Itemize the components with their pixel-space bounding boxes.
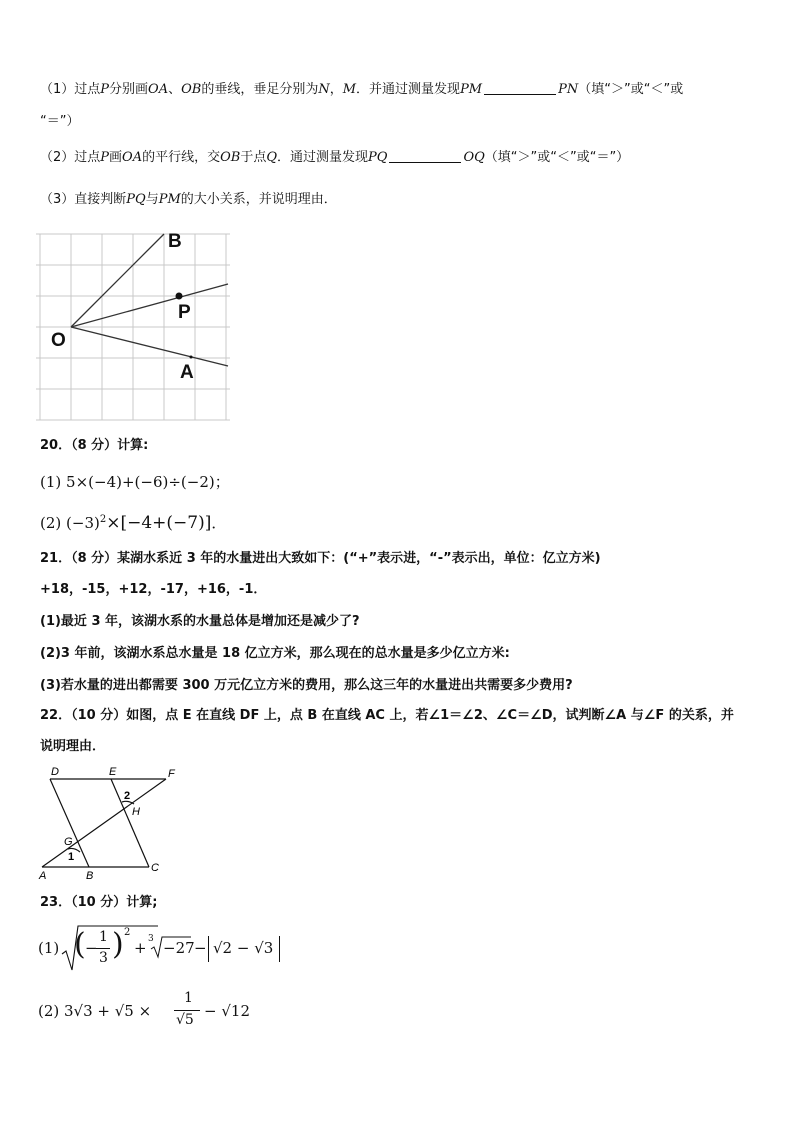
label-D: D: [51, 766, 59, 778]
var-OB: OB: [220, 150, 241, 165]
expression: − √12: [204, 1002, 250, 1020]
q19-part3: [40, 190, 337, 210]
text: “＝”）: [40, 114, 80, 129]
label-A: A: [39, 870, 47, 882]
grid-lines: [36, 234, 230, 420]
label-angle-2: 2: [124, 790, 131, 802]
text: 于点: [240, 150, 267, 165]
part-label: (2): [38, 1002, 60, 1020]
label-A: A: [180, 362, 194, 383]
text: ．并通过测量发现: [356, 82, 461, 97]
paren-close: ): [112, 927, 124, 962]
q20-title: 20．（8 分）计算:: [40, 438, 149, 453]
fraction-denominator: 3: [99, 950, 108, 966]
text: ．: [211, 514, 227, 532]
text: ，: [329, 82, 343, 97]
plus-sign: +: [134, 939, 147, 957]
expression: 3√3 + √5 ×: [64, 1002, 152, 1020]
label-B: B: [86, 870, 94, 882]
text: （2）过点: [40, 150, 101, 165]
exponent: 2: [99, 514, 107, 525]
var-PQ: PQ: [368, 150, 388, 165]
text: （3）直接判断: [40, 192, 127, 207]
paren-open: (: [74, 927, 86, 962]
point-P: [176, 293, 183, 300]
q23-expr2: [38, 990, 258, 1036]
text: 的平行线，交: [142, 150, 221, 165]
cube-root-index: 3: [148, 934, 154, 944]
q21-sub1: (1)最近 3 年，该湖水系的水量总体是增加还是减少了?: [40, 614, 360, 629]
part-label: (2): [40, 514, 62, 532]
expression: (−3): [66, 514, 100, 532]
part-label: (1): [40, 473, 62, 491]
var-OQ: OQ: [463, 150, 485, 165]
fraction-numerator: 1: [99, 929, 108, 945]
label-F: F: [168, 768, 175, 780]
point-A-dot: [190, 356, 193, 359]
q21-sub3: (3)若水量的进出都需要 300 万元亿立方米的费用，那么这三年的水量进出共需要多少费用?: [40, 678, 573, 693]
label-E: E: [109, 766, 117, 778]
text: （填“＞”或“＜”或“＝”）: [484, 150, 630, 165]
var-OB: OB: [181, 82, 202, 97]
var-M: M: [342, 82, 357, 97]
q23-title: 23．（10 分）计算;: [40, 895, 158, 910]
var-Q: Q: [266, 150, 278, 165]
text: 的大小关系，并说明理由．: [180, 192, 337, 207]
q19-part2: [40, 148, 629, 168]
text: 的垂线，垂足分别为: [201, 82, 319, 97]
text: 画: [109, 150, 123, 165]
var-PQ: PQ: [126, 192, 146, 207]
minus-sign: −: [85, 939, 98, 957]
q19-part1-line2: [40, 112, 79, 132]
text: （填“＞”或“＜”或: [578, 82, 684, 97]
label-G: G: [64, 836, 73, 848]
var-PM: PM: [158, 192, 181, 207]
fraction-numerator: 1: [184, 990, 193, 1006]
minus-sign: −: [194, 939, 207, 957]
part-label: (1): [38, 939, 60, 957]
label-P: P: [178, 302, 191, 323]
var-OA: OA: [148, 82, 169, 97]
q22-parallelogram-figure: [36, 764, 186, 882]
fraction-bar: [174, 1010, 200, 1011]
q22-line2: 说明理由．: [40, 739, 106, 754]
q21-sub2: (2)3 年前，该湖水系总水量是 18 亿立方米，那么现在的总水量是多少亿立方米:: [40, 646, 510, 661]
var-OA: OA: [122, 150, 143, 165]
text: ；: [214, 473, 230, 491]
rays: [71, 234, 228, 366]
expression: ×[−4+(−7)]: [106, 513, 212, 533]
fraction-denominator: √5: [176, 1012, 194, 1028]
label-C: C: [151, 862, 159, 874]
abs-content: √2 − √3: [213, 939, 274, 957]
fraction-bar: [96, 948, 110, 949]
exponent: 2: [124, 927, 131, 938]
q20-expr1: [40, 472, 230, 492]
q22-line1: 22．（10 分）如图，点 E 在直线 DF 上，点 B 在直线 AC 上，若∠1＝∠2、∠C＝∠D，试判断∠A 与∠F 的关系，并: [40, 708, 734, 723]
label-H: H: [132, 806, 140, 818]
label-angle-1: 1: [68, 851, 75, 863]
q21-data: +18，-15，+12，-17，+16，-1．: [40, 582, 267, 597]
expression: 5×(−4)+(−6)÷(−2): [66, 473, 215, 491]
figure-lines: [42, 779, 166, 867]
abs-bar-left: [208, 936, 209, 962]
label-B: B: [168, 231, 182, 252]
q23-expr1: [38, 924, 298, 974]
label-O: O: [51, 330, 66, 351]
abs-bar-right: [279, 936, 280, 962]
q19-grid-figure: [36, 226, 232, 424]
cube-root-radicand: −27: [163, 939, 195, 957]
q19-part1-line1: [40, 80, 683, 100]
answer-blank[interactable]: [484, 80, 556, 95]
text: ．通过测量发现: [277, 150, 369, 165]
text: 分别画: [109, 82, 149, 97]
text: 、: [168, 82, 182, 97]
var-N: N: [318, 82, 330, 97]
var-P: P: [100, 150, 110, 165]
var-PM: PM: [460, 82, 483, 97]
answer-blank[interactable]: [389, 148, 461, 163]
var-PN: PN: [558, 82, 579, 97]
var-P: P: [100, 82, 110, 97]
q20-expr2: [40, 510, 226, 533]
text: （1）过点: [40, 82, 101, 97]
text: 与: [145, 192, 159, 207]
q21-title: 21．（8 分）某湖水系近 3 年的水量进出大致如下：(“+”表示进，“-”表示出，单位：亿立方米): [40, 551, 601, 566]
